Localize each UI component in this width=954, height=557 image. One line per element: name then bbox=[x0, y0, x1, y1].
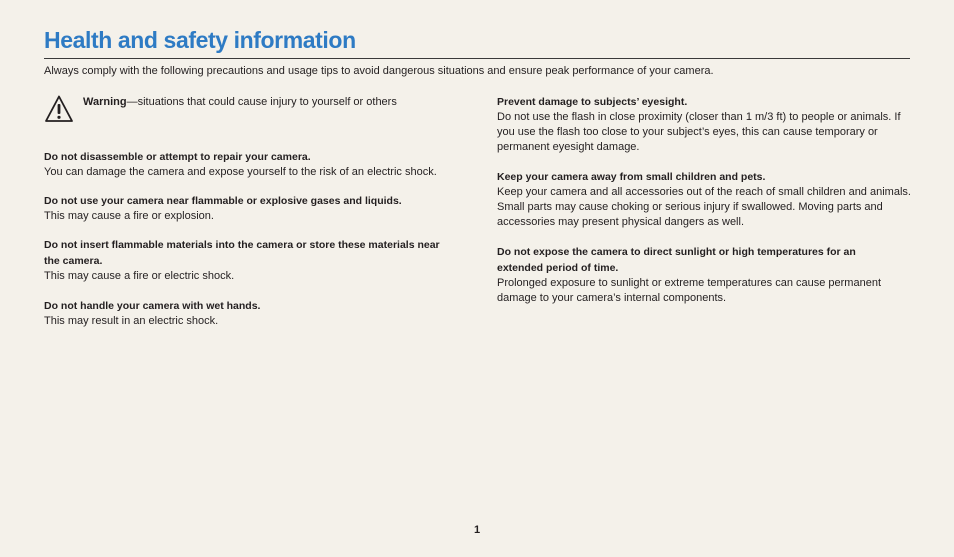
warning-description bbox=[83, 96, 397, 108]
precaution-heading: Keep your camera away from small children and pets. bbox=[497, 171, 766, 183]
precaution-heading: Do not insert flammable materials into the camera or store these materials near the camera. bbox=[44, 239, 440, 267]
precaution-item bbox=[44, 149, 464, 180]
precaution-body: Do not use the flash in close proximity (closer than 1 m/3 ft) to people or animals. If you use the flash too close to your subject’s eyes, this can cause temporary or permanent eyesight damage. bbox=[497, 111, 901, 153]
warning-legend bbox=[44, 94, 464, 126]
precaution-item bbox=[44, 237, 464, 284]
precaution-body: This may result in an electric shock. bbox=[44, 315, 219, 327]
page-title: Health and safety information bbox=[44, 27, 356, 53]
precaution-heading: Prevent damage to subjects’ eyesight. bbox=[497, 96, 688, 108]
precaution-item bbox=[497, 169, 917, 230]
precaution-body: This may cause a fire or electric shock. bbox=[44, 270, 235, 282]
title-divider bbox=[44, 58, 910, 59]
precaution-item bbox=[44, 298, 464, 329]
warning-triangle-icon bbox=[44, 94, 74, 124]
precaution-heading: Do not handle your camera with wet hands. bbox=[44, 300, 261, 312]
right-column bbox=[497, 94, 917, 306]
precaution-body: Prolonged exposure to sunlight or extreme temperatures can cause permanent damage to your camera’s internal components. bbox=[497, 277, 881, 304]
precaution-item bbox=[44, 193, 464, 224]
precaution-item bbox=[497, 244, 917, 306]
page-number: 1 bbox=[473, 524, 481, 536]
left-column bbox=[44, 149, 464, 329]
warning-label: Warning bbox=[83, 96, 127, 108]
precaution-body: Keep your camera and all accessories out of the reach of small children and animals. Small parts may cause choking or serious injury if swallowed. Moving parts and accessories may present physical dangers as well. bbox=[497, 186, 911, 228]
precaution-item bbox=[497, 94, 917, 155]
warning-text: —situations that could cause injury to yourself or others bbox=[126, 96, 397, 108]
precaution-heading: Do not expose the camera to direct sunlight or high temperatures for an extended period of time. bbox=[497, 246, 856, 274]
precaution-heading: Do not use your camera near flammable or explosive gases and liquids. bbox=[44, 195, 402, 207]
precaution-body: You can damage the camera and expose yourself to the risk of an electric shock. bbox=[44, 166, 437, 178]
precaution-heading: Do not disassemble or attempt to repair your camera. bbox=[44, 151, 311, 163]
precaution-body: This may cause a fire or explosion. bbox=[44, 210, 214, 222]
intro-text: Always comply with the following precautions and usage tips to avoid dangerous situations and ensure peak performance of your camera. bbox=[44, 65, 714, 77]
